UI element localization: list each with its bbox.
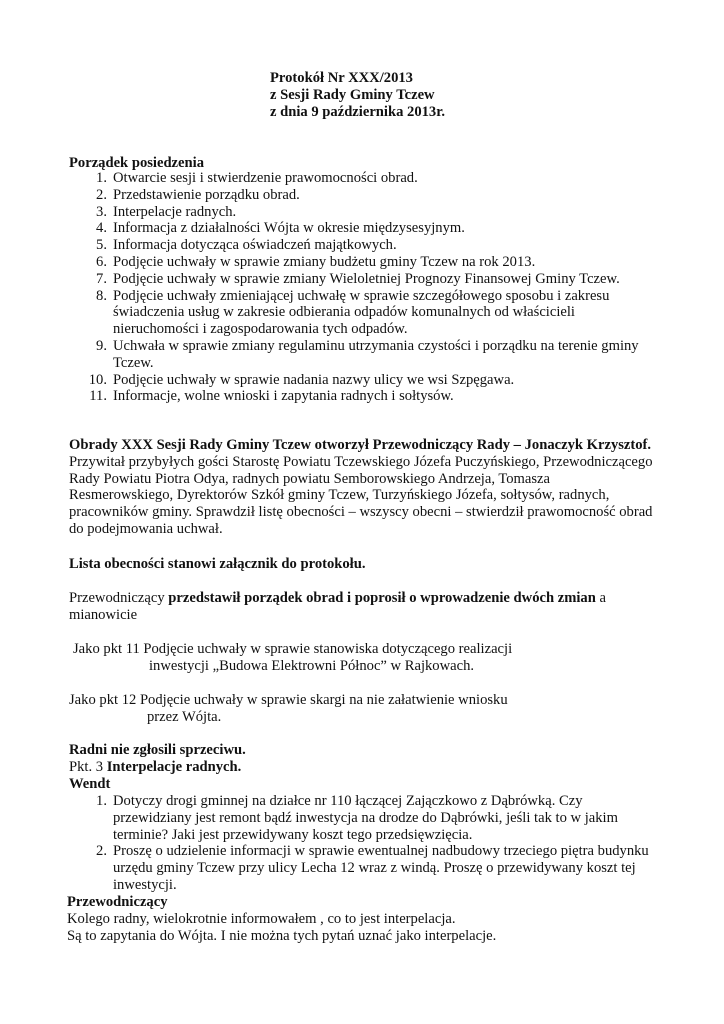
interpellation-number: 1. — [96, 793, 107, 809]
agenda-item — [69, 388, 669, 405]
pkt12-paragraph — [69, 692, 664, 726]
opening-line: do podejmowania uchwał. — [69, 520, 223, 537]
opening-paragraph — [69, 437, 664, 538]
interpellation-line: Proszę o udzielenie informacji w sprawie ewentualnej nadbudowy trzeciego piętra budynku — [113, 843, 649, 860]
pkt12-line1: Jako pkt 12 Podjęcie uchwały w sprawie skargi na nie załatwienie wniosku — [69, 692, 508, 708]
interpellation-line: inwestycji. — [113, 876, 177, 893]
reply-line: Są to zapytania do Wójta. I nie można tych pytań uznać jako interpelacje. — [67, 927, 497, 944]
attendance-note: Lista obecności stanowi załącznik do protokołu. — [69, 556, 366, 572]
no-objection-line: Radni nie zgłosili sprzeciwu. — [69, 742, 246, 758]
protocol-title: Protokół Nr XXX/2013 — [270, 70, 413, 86]
opening-line: Resmerowskiego, Dyrektorów Szkół gminy Tczew, Turzyńskiego Józefa, sołtysów, radnych, — [69, 487, 610, 504]
agenda-title: Porządek posiedzenia — [69, 155, 204, 171]
opening-bold-line: Obrady XXX Sesji Rady Gminy Tczew otworzył Przewodniczący Rady – Jonaczyk Krzysztof. — [69, 437, 652, 453]
agenda-item-number: 10. — [88, 371, 107, 388]
agenda-item — [69, 288, 669, 338]
agenda-list — [69, 170, 669, 405]
agenda-item-text: Informacje, wolne wnioski i zapytania radnych i sołtysów. — [113, 388, 454, 405]
interpellation-item — [69, 793, 669, 843]
pkt12-line2: przez Wójta. — [147, 708, 222, 725]
agenda-item-number: 2. — [96, 186, 107, 203]
reply-line: Kolego radny, wielokrotnie informowałem , co to jest interpelacja. — [67, 910, 456, 927]
session-name: z Sesji Rady Gminy Tczew — [270, 87, 435, 103]
agenda-item — [69, 170, 669, 187]
agenda-item-number: 3. — [96, 203, 107, 220]
agenda-item-number: 4. — [96, 220, 107, 237]
interpellation-number: 2. — [96, 843, 107, 860]
session-date: z dnia 9 października 2013r. — [270, 104, 446, 120]
changes-paragraph — [69, 590, 664, 624]
agenda-item-text: Informacja dotycząca oświadczeń majątkowych. — [113, 237, 397, 254]
speaker-name: Wendt — [69, 775, 111, 792]
agenda-item — [69, 338, 669, 372]
agenda-item-text: Otwarcie sesji i stwierdzenie prawomocności obrad. — [113, 170, 418, 186]
opening-line: pracowników gminy. Sprawdził listę obecności – wszyscy obecni – stwierdził prawomocność obrad — [69, 504, 653, 521]
agenda-item-number: 5. — [96, 237, 107, 254]
interpellation-line: Dotyczy drogi gminnej na działce nr 110 łączącej Zajączkowo z Dąbrówką. Czy — [113, 793, 583, 809]
agenda-item-number: 11. — [89, 388, 107, 405]
agenda-item-number: 9. — [96, 337, 107, 354]
agenda-item — [69, 220, 669, 237]
agenda-item-text: Przedstawienie porządku obrad. — [113, 186, 300, 203]
interpellations-section — [69, 742, 664, 792]
agenda-item-number: 8. — [96, 287, 107, 304]
changes-prefix: Przewodniczący — [69, 590, 169, 606]
agenda-item — [69, 271, 669, 288]
interpellation-line: urzędu gminy Tczew przy ulicy Lecha 12 wraz z windą. Proszę o przewidywany koszt tej — [113, 860, 636, 877]
interpellation-line: terminie? Jaki jest przewidywany koszt tego przedsięwzięcia. — [113, 826, 473, 843]
agenda-item — [69, 254, 669, 271]
protocol-header — [270, 70, 445, 121]
agenda-item-text: Podjęcie uchwały w sprawie nadania nazwy ulicy we wsi Szpęgawa. — [113, 371, 515, 388]
changes-suffix: a — [595, 590, 606, 606]
pkt3-title: Interpelacje radnych. — [106, 758, 242, 775]
opening-line: Rady Powiatu Piotra Odya, radnych powiatu Semborowskiego Andrzeja, Tomasza — [69, 470, 551, 487]
agenda-item — [69, 204, 669, 221]
agenda-item-text: Podjęcie uchwały w sprawie zmiany budżetu gminy Tczew na rok 2013. — [113, 253, 536, 270]
agenda-item-number: 6. — [96, 253, 107, 270]
changes-line2: mianowicie — [69, 606, 138, 623]
agenda-item-text: Interpelacje radnych. — [113, 203, 237, 220]
agenda-item-text-line: świadczenia usług w zakresie odbierania odpadów komunalnych od właścicieli — [113, 304, 575, 321]
agenda-item-text-line: Podjęcie uchwały zmieniającej uchwałę w sprawie szczegółowego sposobu i zakresu — [113, 287, 610, 304]
agenda-item-text-line: Tczew. — [113, 354, 154, 371]
pkt11-line1: Jako pkt 11 Podjęcie uchwały w sprawie stanowiska dotyczącego realizacji — [73, 641, 513, 657]
agenda-item — [69, 372, 669, 389]
agenda-item — [69, 187, 669, 204]
agenda-item-number: 7. — [96, 270, 107, 287]
agenda-item-text-line: Uchwała w sprawie zmiany regulaminu utrzymania czystości i porządku na terenie gminy — [113, 337, 639, 354]
interpellation-list — [69, 793, 669, 894]
pkt11-line2: inwestycji „Budowa Elektrowni Północ” w Rajkowach. — [149, 657, 475, 674]
pkt3-prefix: Pkt. 3 — [69, 758, 107, 775]
agenda-item-number: 1. — [96, 170, 107, 186]
agenda-item — [69, 237, 669, 254]
changes-bold: przedstawił porządek obrad i poprosił o wprowadzenie dwóch zmian — [168, 590, 596, 606]
agenda-item-text: Informacja z działalności Wójta w okresie międzysesyjnym. — [113, 220, 465, 237]
reply-section — [67, 894, 662, 944]
interpellation-item — [69, 843, 669, 893]
agenda-item-text-line: nieruchomości i zagospodarowania tych odpadów. — [113, 321, 408, 338]
interpellation-line: przewidziany jest remont bądź inwestycja na drodze do Dąbrówki, jeśli tak to w jakim — [113, 809, 618, 826]
pkt11-paragraph — [73, 641, 668, 675]
opening-line: Przywitał przybyłych gości Starostę Powiatu Tczewskiego Józefa Puczyńskiego, Przewodniczącego — [69, 453, 653, 470]
agenda-item-text: Podjęcie uchwały w sprawie zmiany Wieloletniej Prognozy Finansowej Gminy Tczew. — [113, 270, 620, 287]
speaker-name: Przewodniczący — [67, 894, 168, 910]
